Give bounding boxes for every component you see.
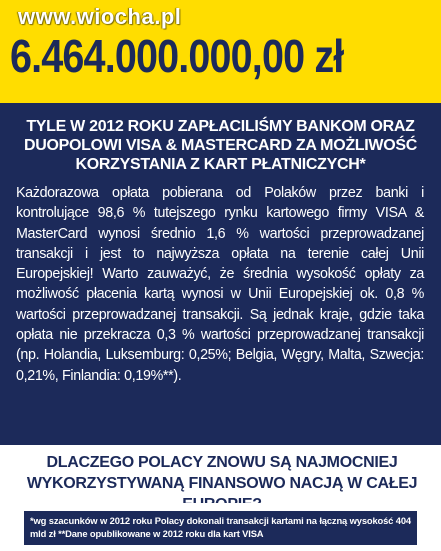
question-text: DLACZEGO POLACY ZNOWU SĄ NAJMOCNIEJ WYKORZYSTYWANĄ FINANSOWO NACJĄ W CAŁEJ bbox=[26, 454, 418, 492]
top-yellow-band bbox=[0, 0, 441, 103]
footnote-box bbox=[24, 511, 417, 545]
question-band bbox=[0, 445, 441, 503]
footnote-text: *wg szacunków w 2012 roku Polacy dokonali transakcji kartami na łączną wysokość 404 mld zł **Dane opublikowane w 2012 roku dla kart VISA bbox=[30, 515, 411, 539]
watermark-text: www.wiocha.pl bbox=[18, 4, 182, 29]
body-paragraph: Każdorazowa opłata pobierana od Polaków przez banki i kontrolujące 98,6 % tutejszego rynku kartowego firmy VISA & MasterCard wynosi średnio 1,6 % wartości przeprowadzanej transakcji i jest to najwyższa opłata na terenie całej Unii Europejskiej! Warto zauważyć, że średnia wysokość opłaty za możliwość płacenia kartą wynosi w Unii Europejskiej ok. 0,8 % wartości przeprowadzanej transakcji. Są jednak kraje, gdzie taka opłata nie przekracza 0,3 % wartości przeprowadzanej transakcji (np. Holandia, Luksemburg: 0,25%; Belgia, Węgry, Malta, Szwecja: 0,21%, Finlandia: 0,19%**). bbox=[16, 185, 424, 384]
amount-headline: 6.464.000.000,00 zł bbox=[10, 30, 344, 82]
panel-headline: TYLE W 2012 ROKU ZAPŁACILIŚMY BANKOM ORAZ DUOPOLOWI VISA & MASTERCARD ZA MOŻLIWOŚĆ KORZYSTANIA Z KART PŁATNICZYCH* bbox=[23, 118, 418, 173]
footnote-band bbox=[0, 503, 441, 551]
main-text-panel bbox=[0, 103, 441, 445]
